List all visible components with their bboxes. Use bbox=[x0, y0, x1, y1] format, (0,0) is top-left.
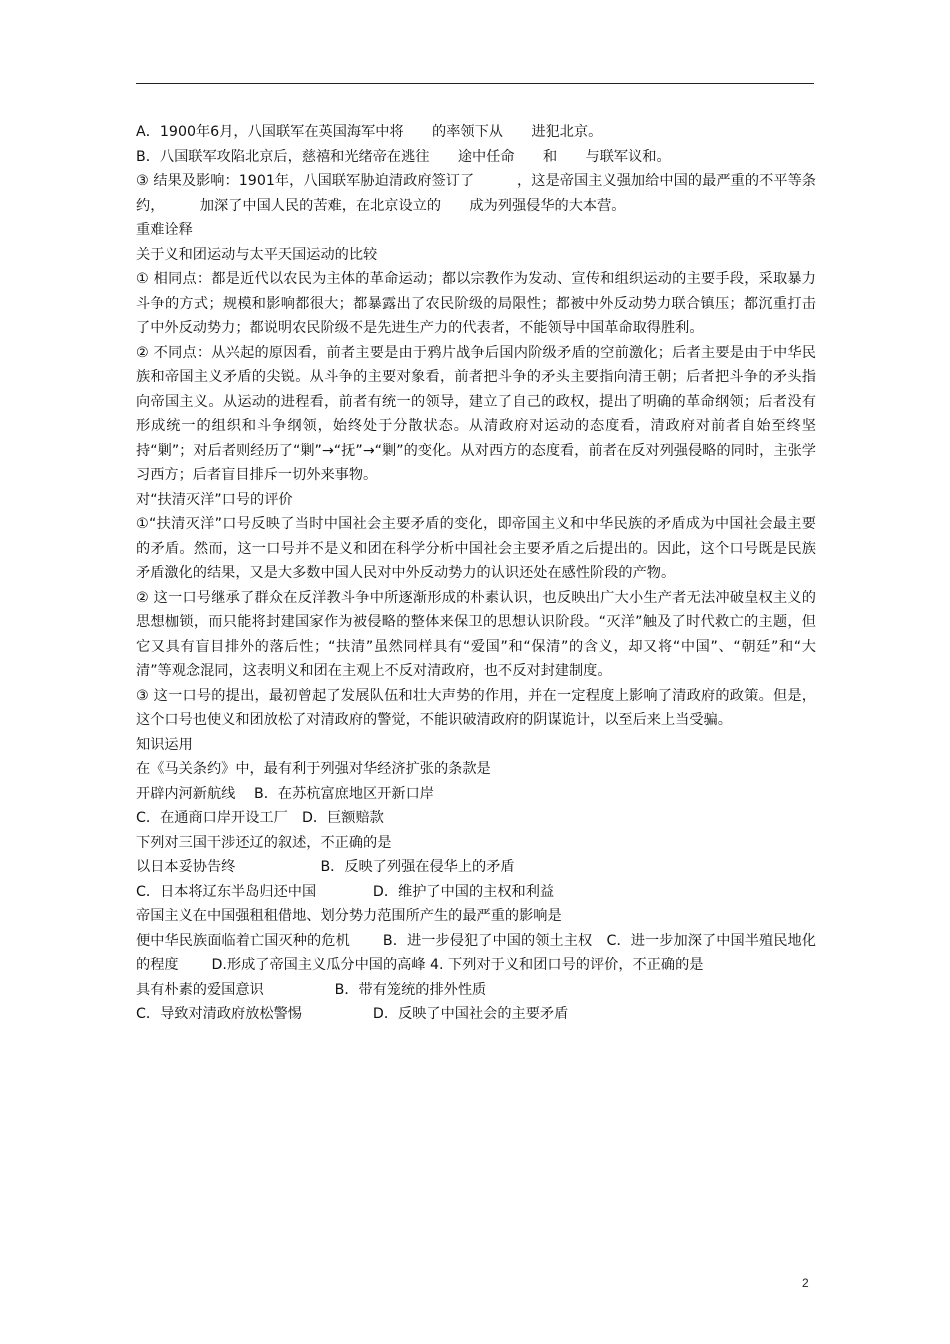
section-heading: 重难诠释 bbox=[136, 222, 193, 238]
question-options: C．导致对清政府放松警惕 D．反映了中国社会的主要矛盾 bbox=[136, 1006, 569, 1022]
text-line: ③ 结果及影响：1901年，八国联军胁迫清政府签订了 ，这是帝国主义强加给中国的最严重的不平等条约， 加深了中国人民的苦难，在北京设立的 成为列强侵华的大本营。 bbox=[136, 173, 816, 214]
question-options: 开辟内河新航线 B．在苏杭富庶地区开新口岸 bbox=[136, 785, 434, 802]
question-stem: 帝国主义在中国强租租借地、划分势力范围所产生的最严重的影响是 bbox=[136, 908, 562, 924]
question-options: 便中华民族面临着亡国灭种的危机 B．进一步侵犯了中国的领土主权 C．进一步加深了中国半殖民地化的程度 D.形成了帝国主义瓜分中国的高峰 4. 下列对于义和团口号的评价，不正确的是 bbox=[136, 932, 816, 973]
question-stem: 下列对三国干涉还辽的叙述，不正确的是 bbox=[136, 834, 392, 851]
question-options: C．在通商口岸开设工厂 D．巨额赔款 bbox=[136, 810, 384, 826]
subsection-heading: 对“扶清灭洋”口号的评价 bbox=[136, 491, 293, 508]
document-body bbox=[136, 120, 816, 1027]
text-paragraph: ①“扶清灭洋”口号反映了当时中国社会主要矛盾的变化，即帝国主义和中华民族的矛盾成为中国社会最主要的矛盾。然而，这一口号并不是义和团在科学分析中国社会主要矛盾之后提出的。因此，这个口号既是民族矛盾激化的结果，又是大多数中国人民对中外反动势力的认识还处在感性阶段的产物。 bbox=[136, 516, 816, 581]
text-paragraph: ② 这一口号继承了群众在反洋教斗争中所逐渐形成的朴素认识，也反映出广大小生产者无法冲破皇权主义的思想枷锁，而只能将封建国家作为被侵略的整体来保卫的思想认识阶段。“灭洋”触及了时代救亡的主题，但它又具有盲目排外的落后性；“扶清”虽然同样具有“爱国”和“保清”的含义，却又将“中国”、“朝廷”和“大清”等观念混同，这表明义和团在主观上不反对清政府，也不反对封建制度。 bbox=[136, 589, 816, 679]
text-paragraph: ③ 这一口号的提出，最初曾起了发展队伍和壮大声势的作用，并在一定程度上影响了清政府的政策。但是，这个口号也使义和团放松了对清政府的警觉，不能识破清政府的阴谋诡计，以至后来上当受骗。 bbox=[136, 687, 816, 728]
page-number: 2 bbox=[802, 1276, 809, 1290]
question-options: C．日本将辽东半岛归还中国 D．维护了中国的主权和利益 bbox=[136, 883, 555, 900]
header-rule bbox=[136, 83, 814, 84]
text-line: A．1900年6月，八国联军在英国海军中将 的率领下从 进犯北京。 bbox=[136, 124, 603, 140]
text-paragraph: ① 相同点：都是近代以农民为主体的革命运动；都以宗教作为发动、宣传和组织运动的主要手段，采取暴力斗争的方式；规模和影响都很大；都暴露出了农民阶级的局限性；都被中外反动势力联合镇压；都沉重打击了中外反动势力；都说明农民阶级不是先进生产力的代表者，不能领导中国革命取得胜利。 bbox=[136, 271, 816, 336]
text-line: B．八国联军攻陷北京后，慈禧和光绪帝在逃往 途中任命 和 与联军议和。 bbox=[136, 148, 671, 165]
section-heading: 知识运用 bbox=[136, 736, 193, 753]
question-stem: 在《马关条约》中，最有利于列强对华经济扩张的条款是 bbox=[136, 761, 491, 777]
subsection-heading: 关于义和团运动与太平天国运动的比较 bbox=[136, 246, 378, 263]
question-options: 具有朴素的爱国意识 B．带有笼统的排外性质 bbox=[136, 981, 487, 998]
question-options: 以日本妥协告终 B．反映了列强在侵华上的矛盾 bbox=[136, 859, 515, 875]
text-paragraph: ② 不同点：从兴起的原因看，前者主要是由于鸦片战争后国内阶级矛盾的空前激化；后者主要是由于中华民族和帝国主义矛盾的尖锐。从斗争的主要对象看，前者把斗争的矛头主要指向清王朝；后者把斗争的矛头指向帝国主义。从运动的进程看，前者有统一的领导，建立了自己的政权，提出了明确的革命纲领；后者没有形成统一的组织和斗争纲领，始终处于分散状态。从清政府对运动的态度看，清政府对前者自始至终坚持“剿”；对后者则经历了“剿”→“抚”→“剿”的变化。从对西方的态度看，前者在反对列强侵略的同时，主张学习西方；后者盲目排斥一切外来事物。 bbox=[136, 344, 816, 483]
